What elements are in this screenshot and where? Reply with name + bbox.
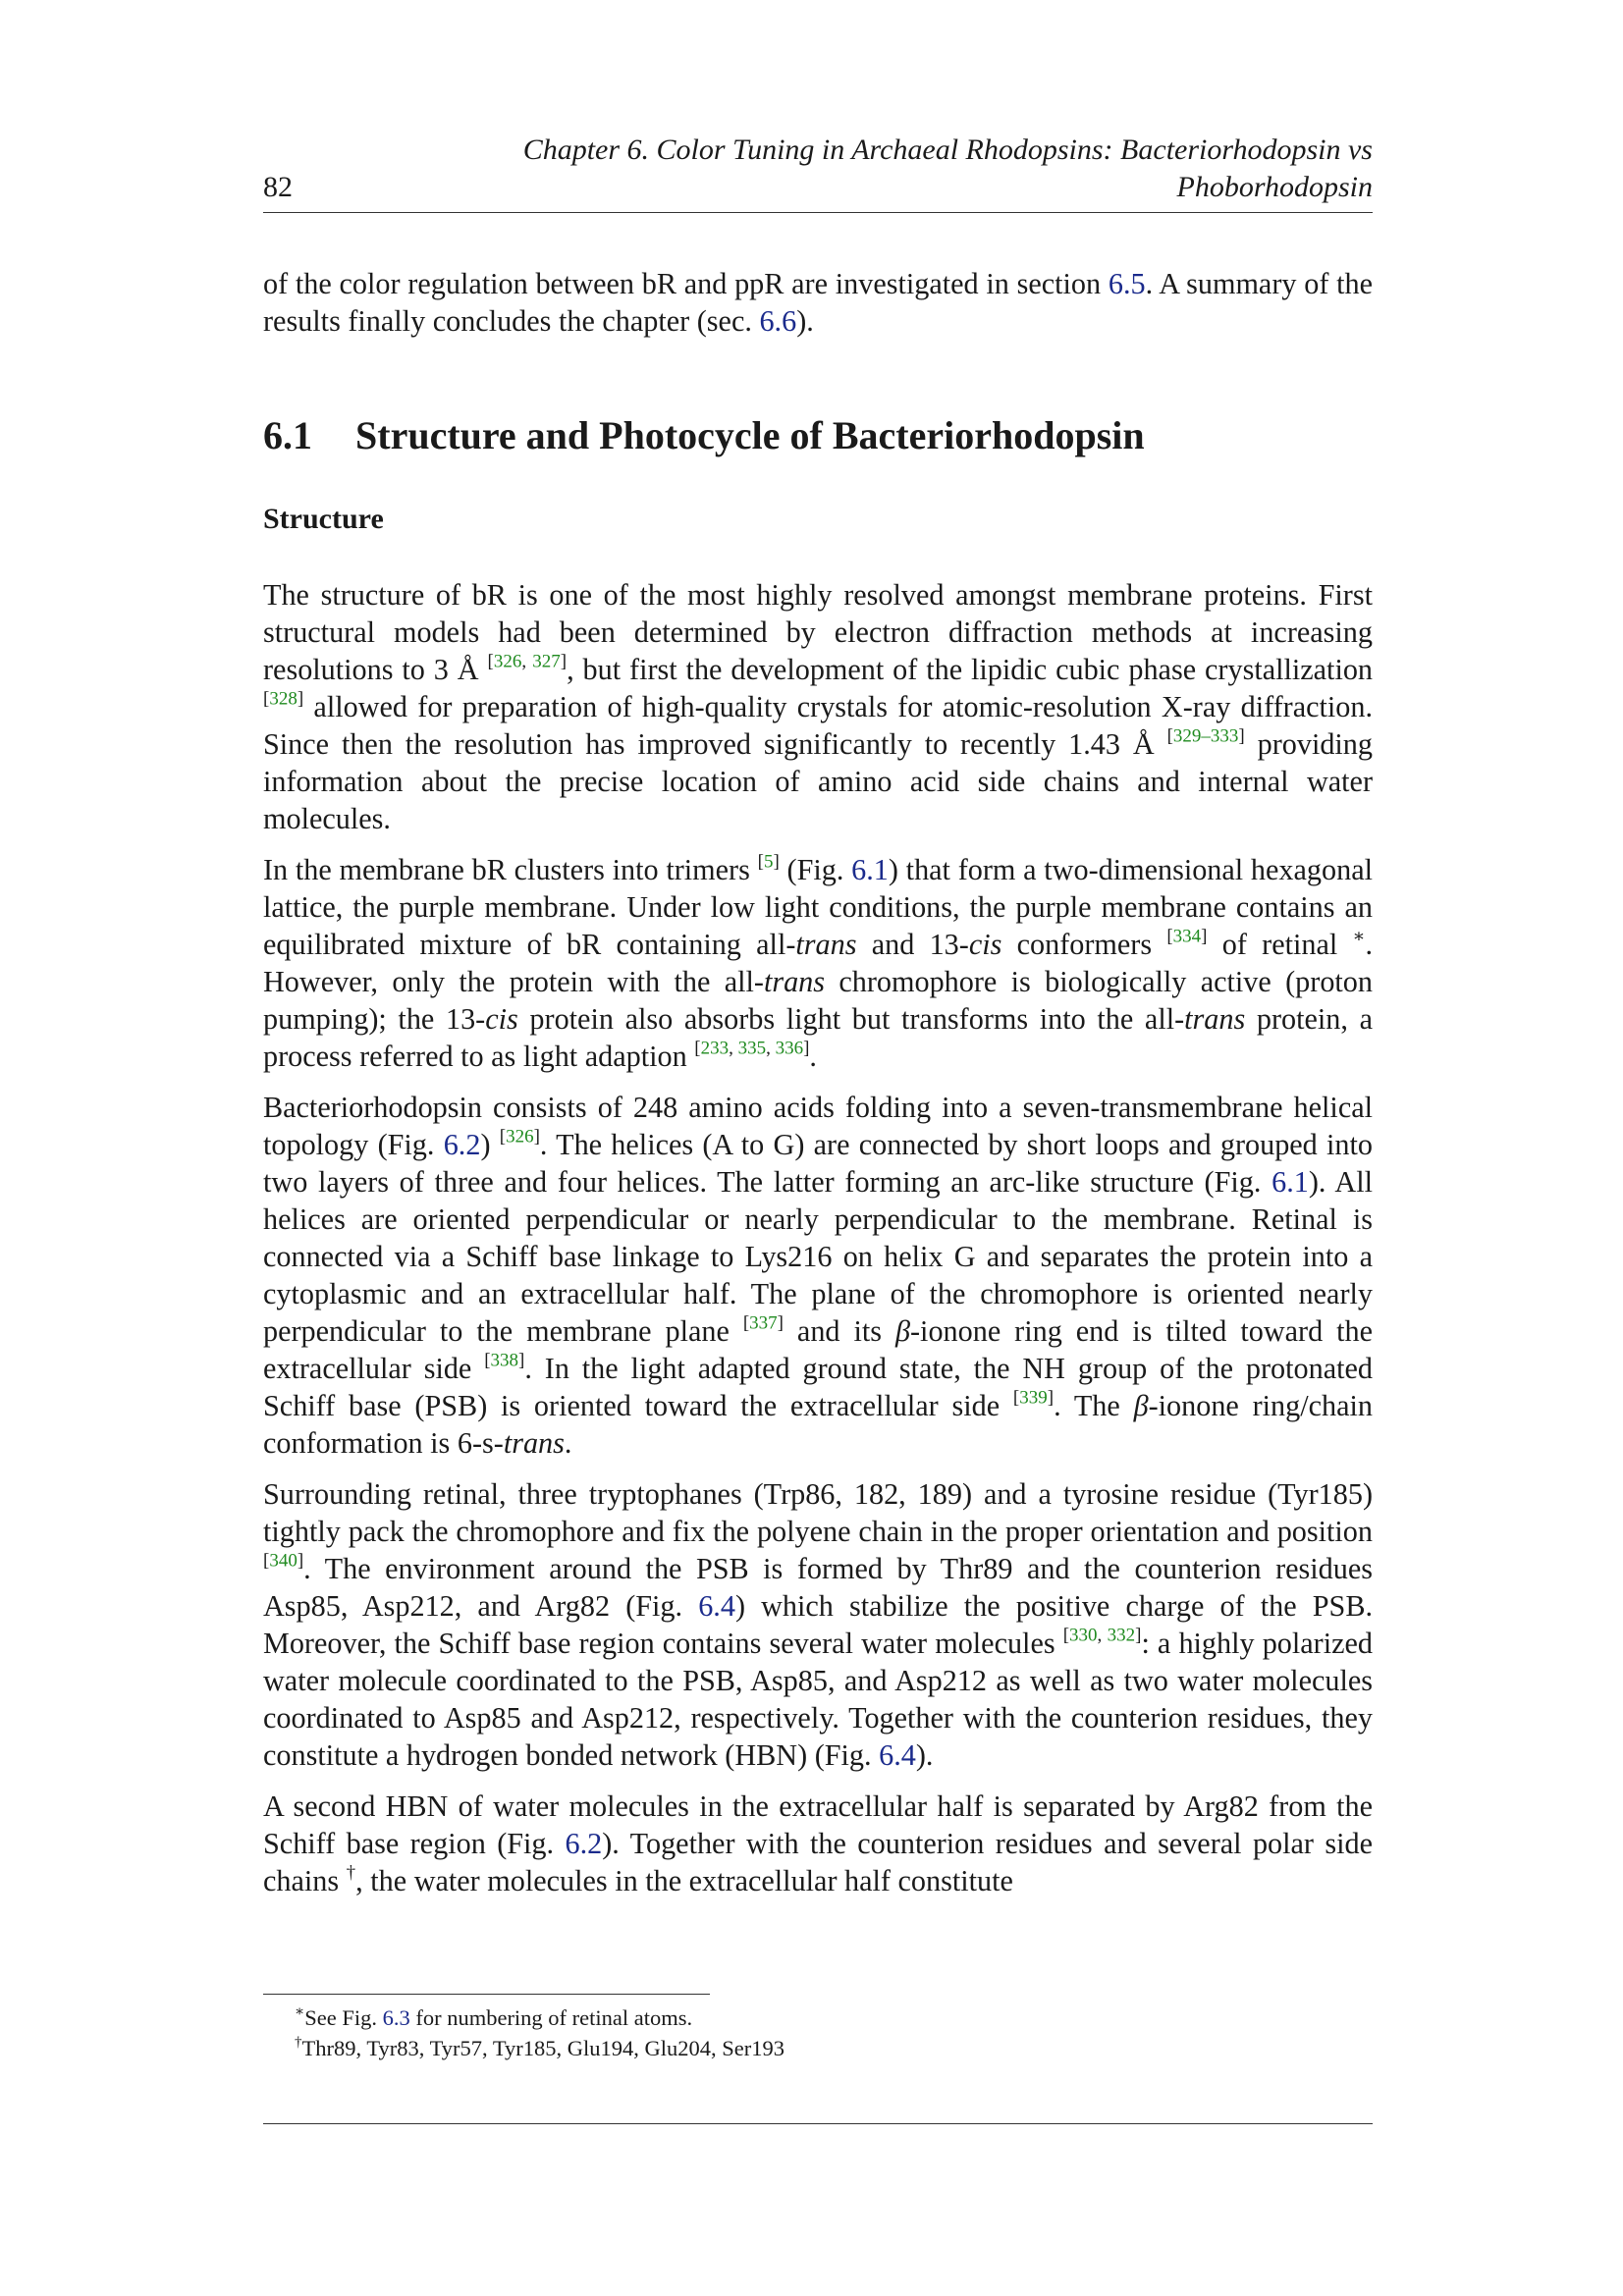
section-link[interactable]: 6.5 — [1108, 267, 1146, 300]
section-heading — [263, 412, 1145, 458]
citation: [326] — [499, 1126, 540, 1148]
figure-link[interactable]: 6.3 — [382, 2005, 410, 2030]
citation: [328] — [263, 688, 304, 710]
citation: [340] — [263, 1550, 304, 1572]
citation: [326, 327] — [487, 651, 568, 672]
figure-link[interactable]: 6.1 — [1271, 1165, 1309, 1199]
section-link[interactable]: 6.6 — [759, 304, 797, 338]
citation: [338] — [484, 1350, 525, 1371]
citation: [329–333] — [1166, 725, 1245, 747]
figure-link[interactable]: 6.1 — [851, 853, 889, 886]
paragraph-5: A second HBN of water molecules in the extracellular half is separated by Arg82 from the Schiff base region (Fig. 6.2). Together with the counterion residues and several polar side chains †, the water molecules in the extracellular half constitute — [263, 1789, 1373, 1897]
figure-link[interactable]: 6.4 — [698, 1589, 735, 1623]
page-number: 82 — [263, 171, 293, 203]
paragraph-4: Surrounding retinal, three tryptophanes (Trp86, 182, 189) and a tyrosine residue (Tyr185) tightly pack the chromophore and fix the polyene chain in the proper orientation and position [340]. The environment around the PSB is formed by Thr89 and the counterion residues Asp85, Asp212, and Arg82 (Fig. 6.4) which stabilize the positive charge of the PSB. Moreover, the Schiff base region contains several water molecules [330, 332]: a highly polarized water molecule coordinated to the PSB, Asp85, and Asp212 as well as two water molecules coordinated to Asp85 and Asp212, respectively. Together with the counterion residues, they constitute a hydrogen bonded network (HBN) (Fig. 6.4). — [263, 1477, 1374, 1772]
paragraph-3: Bacteriorhodopsin consists of 248 amino acids folding into a seven-transmembrane helical topology (Fig. 6.2) [326]. The helices (A to G) are connected by short loops and grouped into two layers of three and four helices. The latter forming an arc-like structure (Fig. 6.1). All helices are oriented perpendicular or nearly perpendicular to the membrane. Retinal is connected via a Schiff base linkage to Lys216 on helix G and separates the protein into a cytoplasmic and an extracellular half. The plane of the chromophore is oriented nearly perpendicular to the membrane plane [337] and its β-ionone ring end is tilted toward the extracellular side [338]. In the light adapted ground state, the NH group of the protonated Schiff base (PSB) is oriented toward the extracellular side [339]. The β-ionone ring/chain conformation is 6-s-trans. — [263, 1091, 1374, 1460]
figure-link[interactable]: 6.2 — [443, 1128, 481, 1161]
header-rule — [263, 212, 1373, 213]
figure-link[interactable]: 6.2 — [565, 1827, 603, 1860]
running-header — [263, 132, 1373, 210]
footnote-mark[interactable]: ∗ — [1352, 926, 1366, 947]
citation: [330, 332] — [1062, 1625, 1142, 1646]
footnote-1: ∗See Fig. 6.3 for numbering of retinal atoms. — [295, 2003, 693, 2030]
citation: [233, 335, 336] — [694, 1038, 810, 1059]
bottom-rule — [263, 2123, 1373, 2124]
citation: [5] — [757, 851, 780, 873]
footnote-2: †Thr89, Tyr83, Tyr57, Tyr185, Glu194, Glu204, Ser193 — [295, 2034, 785, 2060]
citation: [337] — [742, 1312, 784, 1334]
footnote-rule — [263, 1994, 710, 1995]
section-number: 6.1 — [263, 413, 312, 457]
running-title — [523, 132, 1373, 206]
running-title-line-1: Chapter 6. Color Tuning in Archaeal Rhodopsins: Bacteriorhodopsin vs — [522, 133, 1373, 166]
paragraph-1: The structure of bR is one of the most highly resolved amongst membrane proteins. First structural models had been determined by electron diffraction methods at increasing resolutions to 3 Å [326, 327], but first the development of the lipidic cubic phase crystallization [328] allowed for preparation of high-quality crystals for atomic-resolution X-ray diffraction. Since then the resolution has improved significantly to recently 1.43 Å [329–333] providing information about the precise location of amino acid side chains and internal water molecules. — [263, 578, 1374, 835]
footnotes — [295, 2002, 784, 2063]
subsection-heading: Structure — [263, 503, 384, 535]
intro-paragraph: of the color regulation between bR and ppR are investigated in section 6.5. A summary of the results finally concludes the chapter (sec. 6.6). — [263, 267, 1374, 338]
intro-block — [263, 265, 1373, 340]
citation: [339] — [1012, 1387, 1055, 1409]
main-text — [263, 576, 1373, 1899]
section-title: Structure and Photocycle of Bacteriorhodopsin — [355, 413, 1145, 457]
figure-link[interactable]: 6.4 — [879, 1738, 916, 1772]
footnote-mark[interactable]: † — [346, 1862, 356, 1884]
citation: [334] — [1166, 926, 1208, 947]
running-title-line-2: Phoborhodopsin — [1176, 171, 1373, 203]
paragraph-2: In the membrane bR clusters into trimers [5] (Fig. 6.1) that form a two-dimensional hexagonal lattice, the purple membrane. Under low light conditions, the purple membrane contains an equilibrated mixture of bR containing all-trans and 13-cis conformers [334] of retinal ∗. However, only the protein with the all-trans chromophore is biologically active (proton pumping); the 13-cis protein also absorbs light but transforms into the all-trans protein, a process referred to as light adaption [233, 335, 336]. — [263, 851, 1374, 1073]
